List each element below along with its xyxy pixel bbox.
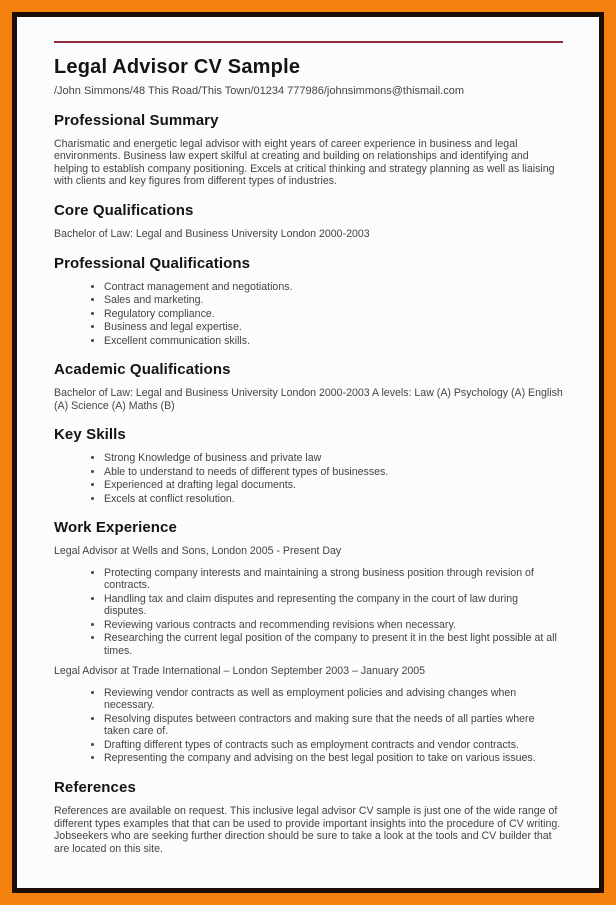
- list-item: • Handling tax and claim disputes and representing the company in the court of law during disputes.: [104, 593, 563, 618]
- document-content: [17, 17, 599, 855]
- accent-rule: [54, 41, 563, 43]
- list-item: • Strong Knowledge of business and private law: [104, 452, 563, 465]
- section-heading-references: References: [54, 778, 136, 796]
- professional-summary-text: Charismatic and energetic legal advisor with eight years of career experience in business and legal environments. Business law expert skilful at creating and building on relationships and identifying and helping to establish company positioning. Excels at critical thinking and strategy planning as well as liaising with clients and key figures from different types of industries.: [54, 137, 555, 188]
- document-frame: [12, 12, 604, 893]
- section-heading-core-qualifications: Core Qualifications: [54, 201, 194, 219]
- list-item: • Researching the current legal position of the company to present it in the best light possible at all times.: [104, 632, 563, 657]
- list-item: • Resolving disputes between contractors and making sure that the needs of all parties where taken care of.: [104, 713, 563, 738]
- list-item: • Excels at conflict resolution.: [104, 493, 563, 506]
- academic-qualifications-text: Bachelor of Law: Legal and Business University London 2000-2003 A levels: Law (A) Psychology (A) English (A) Science (A) Maths (B): [54, 387, 563, 412]
- list-item: • Experienced at drafting legal documents.: [104, 479, 563, 492]
- list-item: • Able to understand to needs of different types of businesses.: [104, 466, 563, 479]
- key-skills-list: [54, 452, 563, 505]
- core-qualifications-text: Bachelor of Law: Legal and Business University London 2000-2003: [54, 227, 370, 240]
- list-item: • Sales and marketing.: [104, 294, 563, 307]
- section-heading-professional-qualifications: Professional Qualifications: [54, 254, 251, 272]
- list-item: • Excellent communication skills.: [104, 335, 563, 348]
- page-title: Legal Advisor CV Sample: [54, 56, 301, 78]
- job-title-line: Legal Advisor at Trade International – London September 2003 – January 2005: [54, 665, 426, 678]
- list-item: • Drafting different types of contracts such as employment contracts and vendor contracts.: [104, 739, 563, 752]
- section-heading-key-skills: Key Skills: [54, 426, 126, 444]
- job-title-line: Legal Advisor at Wells and Sons, London 2005 - Present Day: [54, 545, 342, 558]
- list-item: • Contract management and negotiations.: [104, 281, 563, 294]
- references-text: References are available on request. This inclusive legal advisor CV sample is just one of the wide range of different types examples that that can be used to provide important insights into the procedure of CV writing. Jobseekers who are seeking further direction should be sure to take a look at the tools and CV builder that are located on this site.: [54, 804, 561, 855]
- job-duties-list: [54, 567, 563, 658]
- professional-qualifications-list: [54, 281, 563, 348]
- list-item: • Regulatory compliance.: [104, 308, 563, 321]
- job-duties-list: [54, 687, 563, 765]
- list-item: • Representing the company and advising on the best legal position to take on various issues.: [104, 752, 563, 765]
- list-item: • Reviewing various contracts and recommending revisions when necessary.: [104, 619, 563, 632]
- list-item: • Reviewing vendor contracts as well as employment policies and advising changes when necessary.: [104, 687, 563, 712]
- list-item: • Protecting company interests and maintaining a strong business position through revision of contracts.: [104, 567, 563, 592]
- list-item: • Business and legal expertise.: [104, 321, 563, 334]
- section-heading-professional-summary: Professional Summary: [54, 111, 219, 129]
- section-heading-work-experience: Work Experience: [54, 519, 177, 537]
- contact-line: /John Simmons/48 This Road/This Town/01234 777986/johnsimmons@thismail.com: [54, 85, 465, 97]
- section-heading-academic-qualifications: Academic Qualifications: [54, 361, 231, 379]
